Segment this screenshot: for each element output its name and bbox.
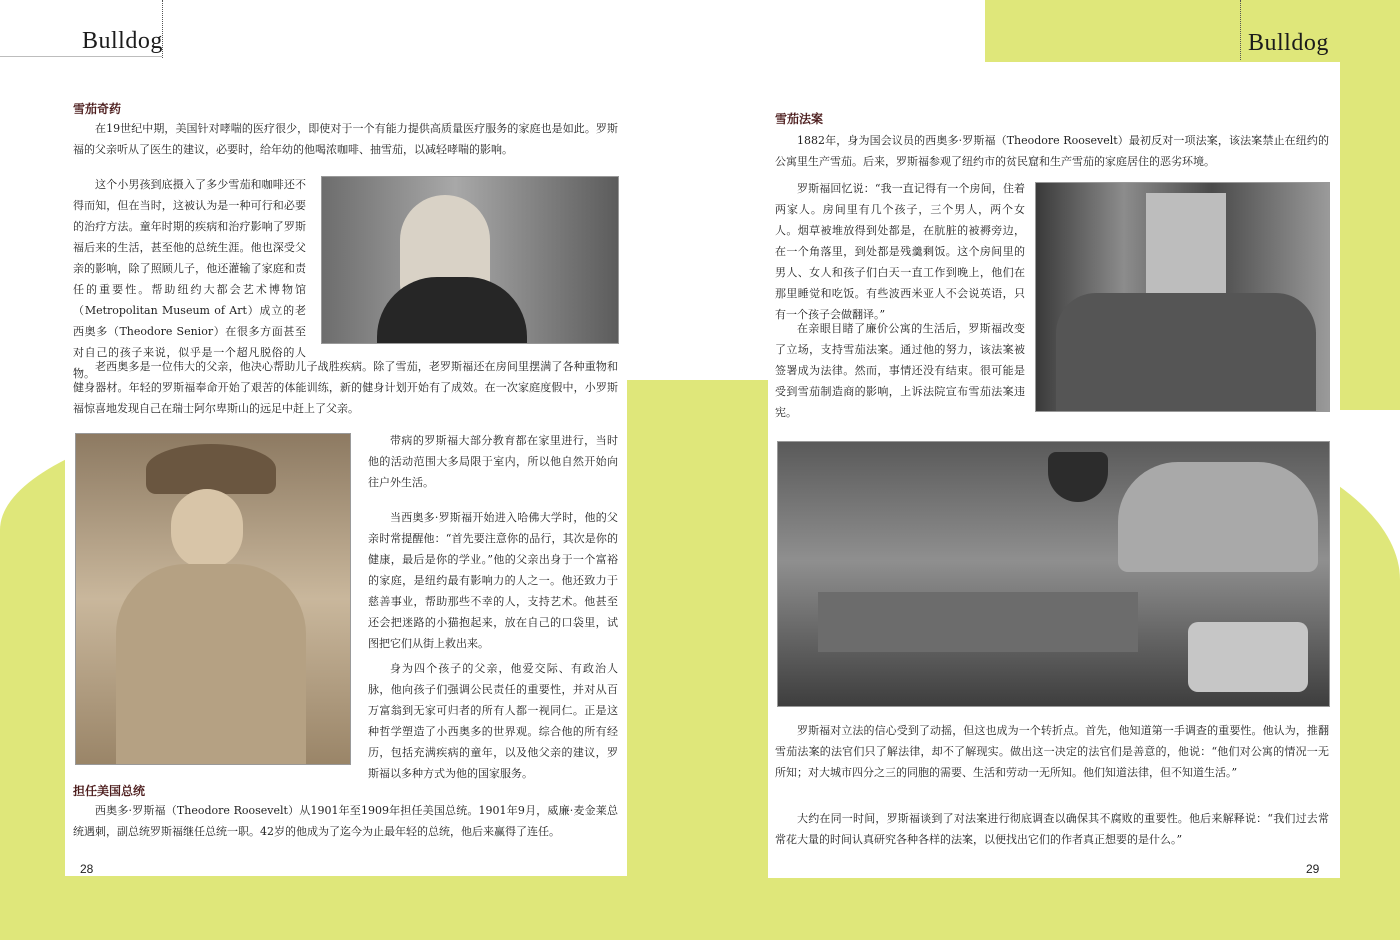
left-paragraph-4: 带病的罗斯福大部分教育都在家里进行，当时他的活动范围大多局限于室内，所以他自然开始向往户外生活。 bbox=[368, 434, 618, 489]
header-right-title: Bulldog bbox=[1248, 30, 1329, 56]
left-paragraph-6: 身为四个孩子的父亲，他爱交际、有政治人脉，他向孩子们强调公民责任的重要性，并对从百万富翁到无家可归者的所有人都一视同仁。正是这种哲学塑造了小西奥多的世界观。综合他的所有经历，包括充满疾病的童年，以及他父亲的建议，罗斯福以多种方式为他的国家服务。 bbox=[368, 662, 618, 780]
left-paragraph-3: 老西奥多是一位伟大的父亲，他决心帮助儿子战胜疾病。除了雪茄，老罗斯福还在房间里摆满了各种重物和健身器材。年轻的罗斯福奉命开始了艰苦的体能训练，新的健身计划开始有了成效。在一次家庭度假中，小罗斯福惊喜地发现自己在瑞士阿尔卑斯山的远足中赶上了父亲。 bbox=[73, 360, 618, 415]
illustration-cigar-workers bbox=[777, 441, 1330, 707]
header-right-divider bbox=[1240, 0, 1241, 60]
right-paragraph-1: 1882年，身为国会议员的西奥多·罗斯福（Theodore Roosevelt）最初反对一项法案，该法案禁止在纽约的公寓里生产雪茄。后来，罗斯福参观了纽约市的贫民窟和生产雪茄的家庭居住的恶劣环境。 bbox=[775, 134, 1329, 168]
uniform-figure bbox=[116, 564, 306, 764]
right-paragraph-2: 罗斯福回忆说：“我一直记得有一个房间，住着两家人。房间里有几个孩子，三个男人，两个女人。烟草被堆放得到处都是，在肮脏的被褥旁边，在一个角落里，到处都是残羹剩饭。这个房间里的男人、女人和孩子们白天一直工作到晚上，他们在那里睡觉和吃饭。有些波西米亚人不会说英语，只有一个孩子会做翻译。” bbox=[775, 182, 1025, 321]
photo-roosevelt-uniform bbox=[75, 433, 351, 765]
right-paragraph-4: 罗斯福对立法的信心受到了动摇，但这也成为一个转折点。首先，他知道第一手调查的重要性。他认为，推翻雪茄法案的法官们只了解法律，却不了解现实。做出这一决定的法官们是善意的，他说：“他们对公寓的情况一无所知；对大城市四分之三的同胞的需要、生活和劳动一无所知。他们知道法律，但不知道生活。” bbox=[775, 724, 1329, 779]
cradle-figure bbox=[1188, 622, 1308, 692]
right-paragraph-5: 大约在同一时间，罗斯福谈到了对法案进行彻底调查以确保其不腐败的重要性。他后来解释说：“我们过去常常花大量的时间认真研究各种各样的法案，以便找出它们的作者真正想要的是什么。” bbox=[775, 812, 1329, 846]
left-paragraph-7: 西奥多·罗斯福（Theodore Roosevelt）从1901年至1909年担任美国总统。1901年9月，威廉·麦金莱总统遇刺，副总统罗斯福继任总统一职。42岁的他成为了迄今为止最年轻的总统，他后来赢得了连任。 bbox=[73, 804, 618, 838]
page-number-left: 28 bbox=[80, 862, 94, 876]
header-left-divider bbox=[162, 0, 163, 58]
left-paragraph-2: 这个小男孩到底摄入了多少雪茄和咖啡还不得而知，但在当时，这被认为是一种可行和必要的治疗方法。童年时期的疾病和治疗影响了罗斯福后来的生活，甚至他的总统生涯。他也深受父亲的影响，除了照顾儿子，他还灌输了家庭和责任的重要性。帮助纽约大都会艺术博物馆（Metropolitan Museum of Art）成立的老西奥多（Theodore Senior）在很多方面甚至对自己的孩子来说，似乎是一个超凡脱俗的人物。 bbox=[73, 178, 306, 380]
left-paragraph-5: 当西奥多·罗斯福开始进入哈佛大学时，他的父亲时常提醒他：“首先要注意你的品行，其次是你的健康，最后是你的学业。”他的父亲出身于一个富裕的家庭，是纽约最有影响力的人之一。他还致力于慈善事业，帮助那些不幸的人，支持艺术。他甚至还会把迷路的小猫抱起来，放在自己的口袋里，试图把它们从街上救出来。 bbox=[368, 511, 618, 650]
face-figure bbox=[171, 489, 243, 569]
family-group-figure bbox=[1056, 293, 1316, 411]
header-left-title: Bulldog bbox=[82, 28, 163, 54]
photo-young-roosevelt bbox=[321, 176, 619, 344]
section-title-cigar-bill: 雪茄法案 bbox=[775, 112, 824, 126]
left-paragraph-1: 在19世纪中期，美国针对哮喘的医疗很少，即使对于一个有能力提供高质量医疗服务的家庭也是如此。罗斯福的父亲听从了医生的建议，必要时，给年幼的他喝浓咖啡、抽雪茄，以减轻哮喘的影响。 bbox=[73, 122, 618, 156]
table-figure bbox=[818, 592, 1138, 652]
section-title-presidency: 担任美国总统 bbox=[73, 784, 146, 798]
lamp-figure bbox=[1048, 452, 1108, 502]
photo-tenement-family bbox=[1035, 182, 1330, 412]
section-title-cigar-remedy: 雪茄奇药 bbox=[73, 102, 122, 116]
header-left-rule bbox=[0, 56, 162, 57]
woman-bed-figure bbox=[1118, 462, 1318, 572]
page-number-right: 29 bbox=[1306, 862, 1320, 876]
right-paragraph-3: 在亲眼目睹了廉价公寓的生活后，罗斯福改变了立场，支持雪茄法案。通过他的努力，该法案被签署成为法律。然而，事情还没有结束。很可能是受到雪茄制造商的影响，上诉法院宣布雪茄法案违宪。 bbox=[775, 322, 1025, 419]
hat-figure bbox=[146, 444, 276, 494]
